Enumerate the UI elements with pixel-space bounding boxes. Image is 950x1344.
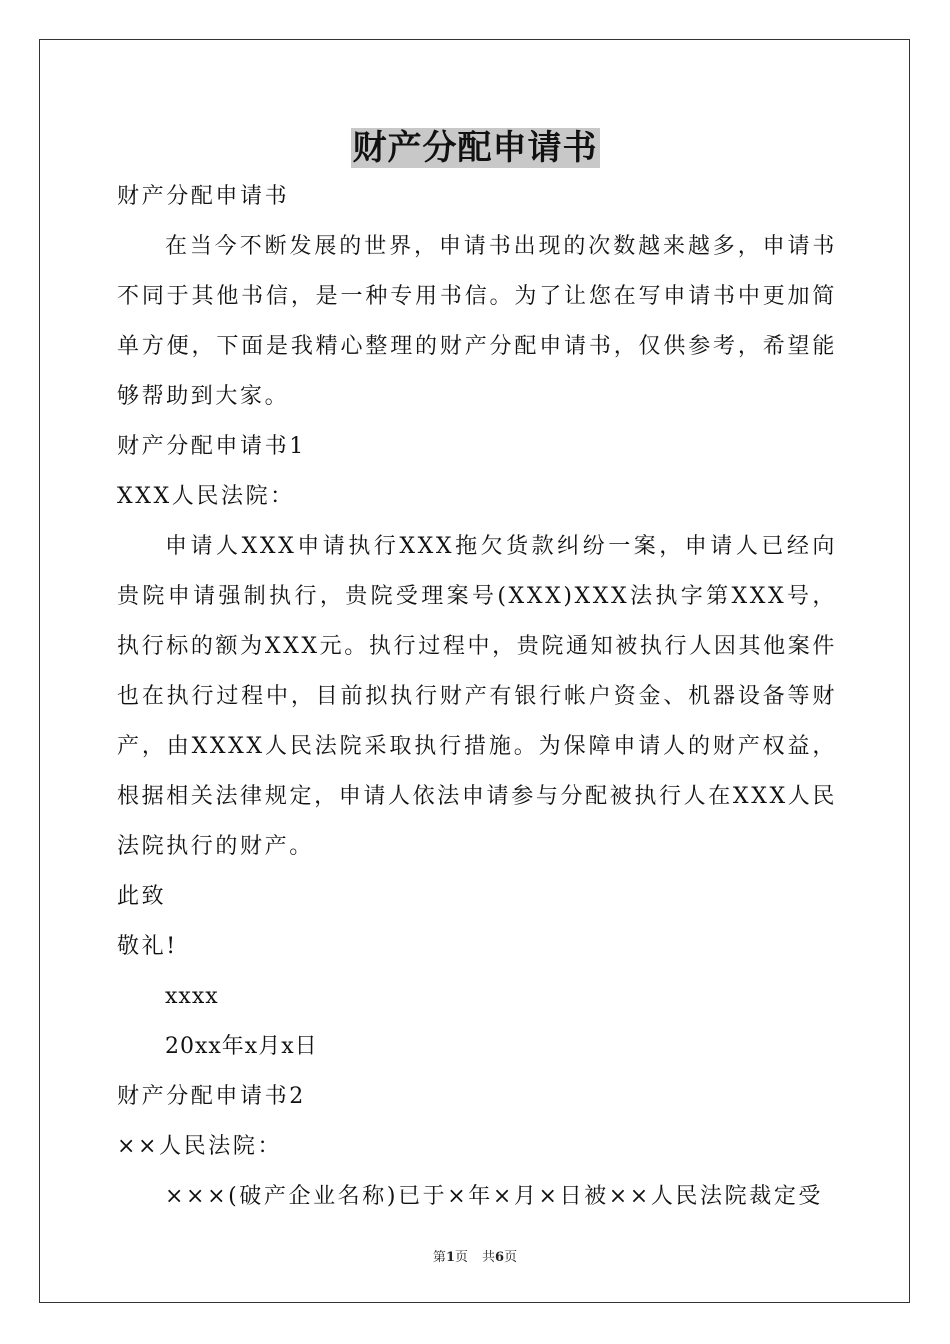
intro-paragraph: 在当今不断发展的世界，申请书出现的次数越来越多，申请书不同于其他书信，是一种专用书信。为了让您在写申请书中更加简单方便，下面是我精心整理的财产分配申请书，仅供参考，希望能够帮助到大家。: [117, 234, 837, 409]
closing-line-2: 敬礼!: [117, 934, 178, 959]
footer-page-prefix: 第: [432, 1250, 446, 1265]
addressee-2: ××人民法院：: [117, 1134, 283, 1159]
signature-name: xxxx: [165, 984, 219, 1009]
page-footer: [0, 1246, 950, 1265]
section-heading-2: 财产分配申请书2: [117, 1084, 306, 1109]
body-paragraph-2: ×××(破产企业名称)已于×年×月×日被××人民法院裁定受: [165, 1184, 824, 1209]
title-container: [0, 128, 950, 168]
document-body: [117, 172, 837, 1222]
section-heading-1: 财产分配申请书1: [117, 434, 306, 459]
subtitle-paragraph: 财产分配申请书: [117, 184, 290, 209]
footer-total-prefix: 共: [482, 1250, 496, 1265]
footer-page-suffix: 页: [454, 1250, 468, 1265]
signature-date: 20xx年x月x日: [165, 1034, 318, 1059]
closing-line-1: 此致: [117, 884, 167, 909]
footer-total-suffix: 页: [504, 1250, 518, 1265]
addressee-1: XXX人民法院：: [117, 484, 295, 509]
footer-total-pages: 6: [495, 1250, 505, 1265]
body-paragraph-1: 申请人XXX申请执行XXX拖欠货款纠纷一案，申请人已经向贵院申请强制执行，贵院受理案号(XXX)XXX法执字第XXX号，执行标的额为XXX元。执行过程中，贵院通知被执行人因其他案件也在执行过程中，目前拟执行财产有银行帐户资金、机器设备等财产，由XXXX人民法院采取执行措施。为保障申请人的财产权益，根据相关法律规定，申请人依法申请参与分配被执行人在XXX人民法院执行的财产。: [117, 534, 837, 859]
document-title: 财产分配申请书: [352, 128, 598, 168]
footer-page-number: 1: [445, 1250, 455, 1265]
